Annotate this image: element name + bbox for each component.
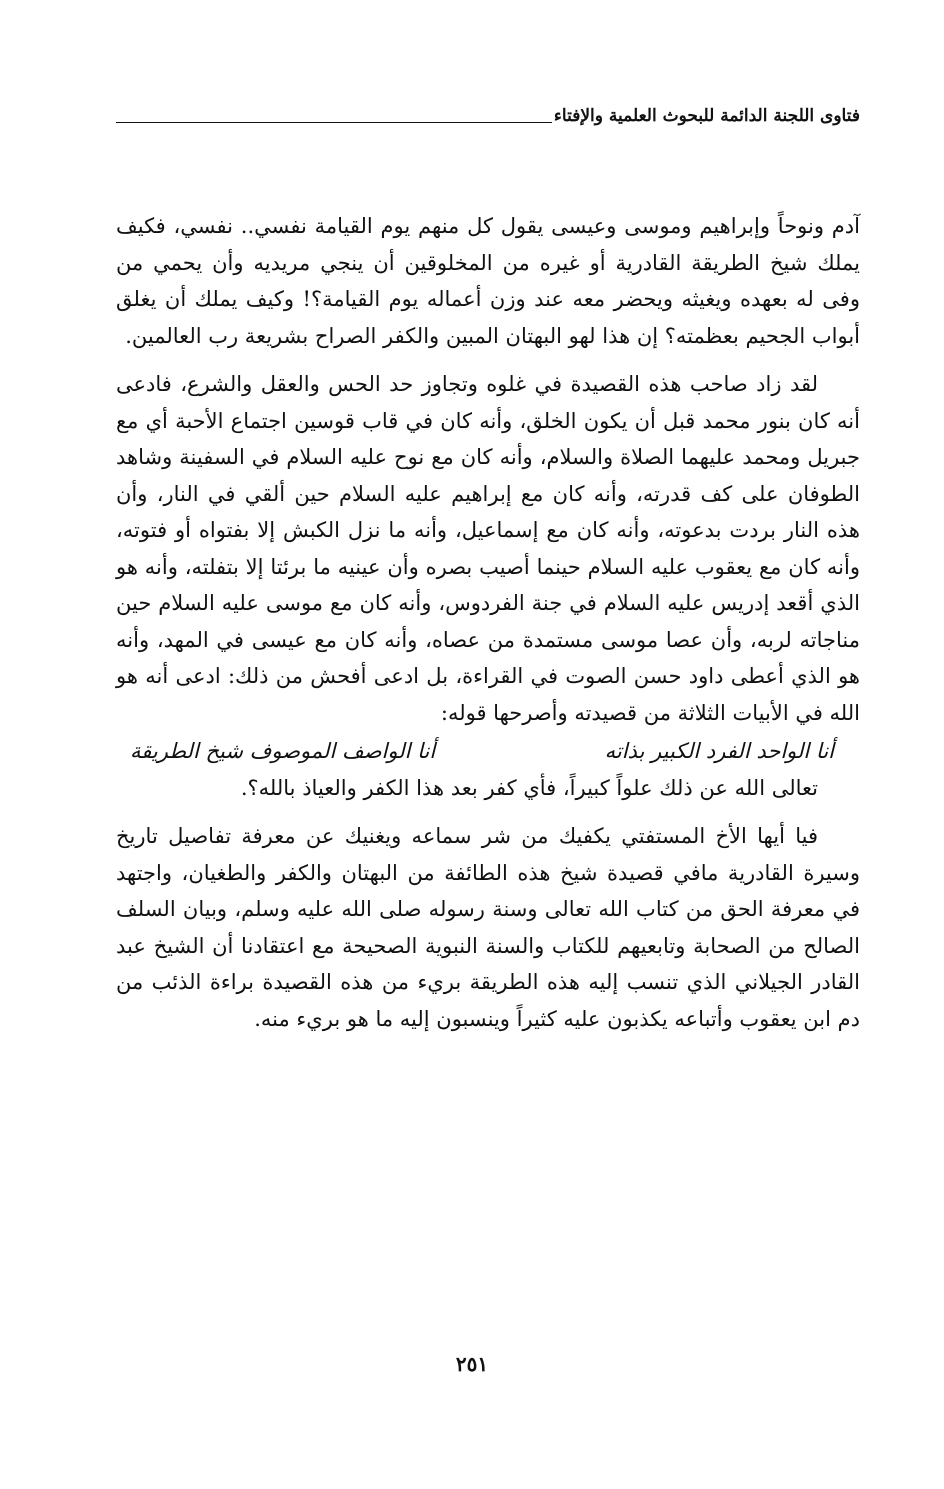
header-title: فتاوى اللجنة الدائمة للبحوث العلمية والإفتاء <box>553 106 860 126</box>
verse-second-hemistich: أنا الواصف الموصوف شيخ الطريقة <box>130 739 436 763</box>
paragraph-1: آدم ونوحاً وإبراهيم وموسى وعيسى يقول كل منهم يوم القيامة نفسي.. نفسي، فكيف يملك شيخ الطريقة القادرية أو غيره من المخلوقين أن ينجي مريديه وأن يحمي من وفى له بعهده ويغيثه ويحضر معه عند وزن أعماله يوم القيامة؟! وكيف يملك أن يغلق أبواب الجحيم بعظمته؟ إن هذا لهو البهتان المبين والكفر الصراح بشريعة رب العالمين. <box>116 214 860 348</box>
after-verse-line: تعالى الله عن ذلك علواً كبيراً، فأي كفر بعد هذا الكفر والعياذ بالله؟. <box>240 775 818 800</box>
body-text <box>116 208 860 1037</box>
poem-verse <box>116 733 860 770</box>
page-number: ٢٥١ <box>455 1352 489 1376</box>
header-rule <box>116 122 552 123</box>
paragraph-final: فيا أيها الأخ المستفتي يكفيك من شر سماعه ويغنيك عن معرفة تفاصيل تاريخ وسيرة القادرية مافي قصيدة شيخ هذه الطائفة من البهتان والكفر والطغيان، واجتهد في معرفة الحق من كتاب الله تعالى وسنة رسوله صلى الله عليه وسلم، وبيان السلف الصالح من الصحابة وتابعيهم للكتاب والسنة النبوية الصحيحة مع اعتقادنا أن الشيخ عبد القادر الجيلاني الذي تنسب إليه هذه الطريقة بريء من هذه القصيدة براءة الذئب من دم ابن يعقوب وأتباعه يكذبون عليه كثيراً وينسبون إليه ما هو بريء منه. <box>116 824 860 1031</box>
verse-first-hemistich: أنا الواحد الفرد الكبير بذاته <box>604 739 834 763</box>
paragraph-2: لقد زاد صاحب هذه القصيدة في غلوه وتجاوز حد الحس والعقل والشرع، فادعى أنه كان بنور محمد قبل أن يكون الخلق، وأنه كان في قاب قوسين اجتماع الأحبة أي مع جبريل ومحمد عليهما الصلاة والسلام، وأنه كان مع نوح عليه السلام في السفينة وشاهد الطوفان على كف قدرته، وأنه كان مع إبراهيم عليه السلام حين ألقي في النار، وأن هذه النار بردت بدعوته، وأنه كان مع إسماعيل، وأنه ما نزل الكبش إلا بفتواه أو فتوته، وأنه كان مع يعقوب عليه السلام حينما أصيب بصره وأن عينيه ما برئتا إلا بتفلته، وأنه هو الذي أقعد إدريس عليه السلام في جنة الفردوس، وأنه كان مع موسى عليه السلام حين مناجاته لربه، وأن عصا موسى مستمدة من عصاه، وأنه كان مع عيسى في المهد، وأنه هو الذي أعطى داود حسن الصوت في القراءة، بل ادعى أفحش من ذلك: ادعى أنه هو الله في الأبيات الثلاثة من قصيدته وأصرحها قوله: <box>116 372 860 725</box>
running-header <box>116 100 860 126</box>
